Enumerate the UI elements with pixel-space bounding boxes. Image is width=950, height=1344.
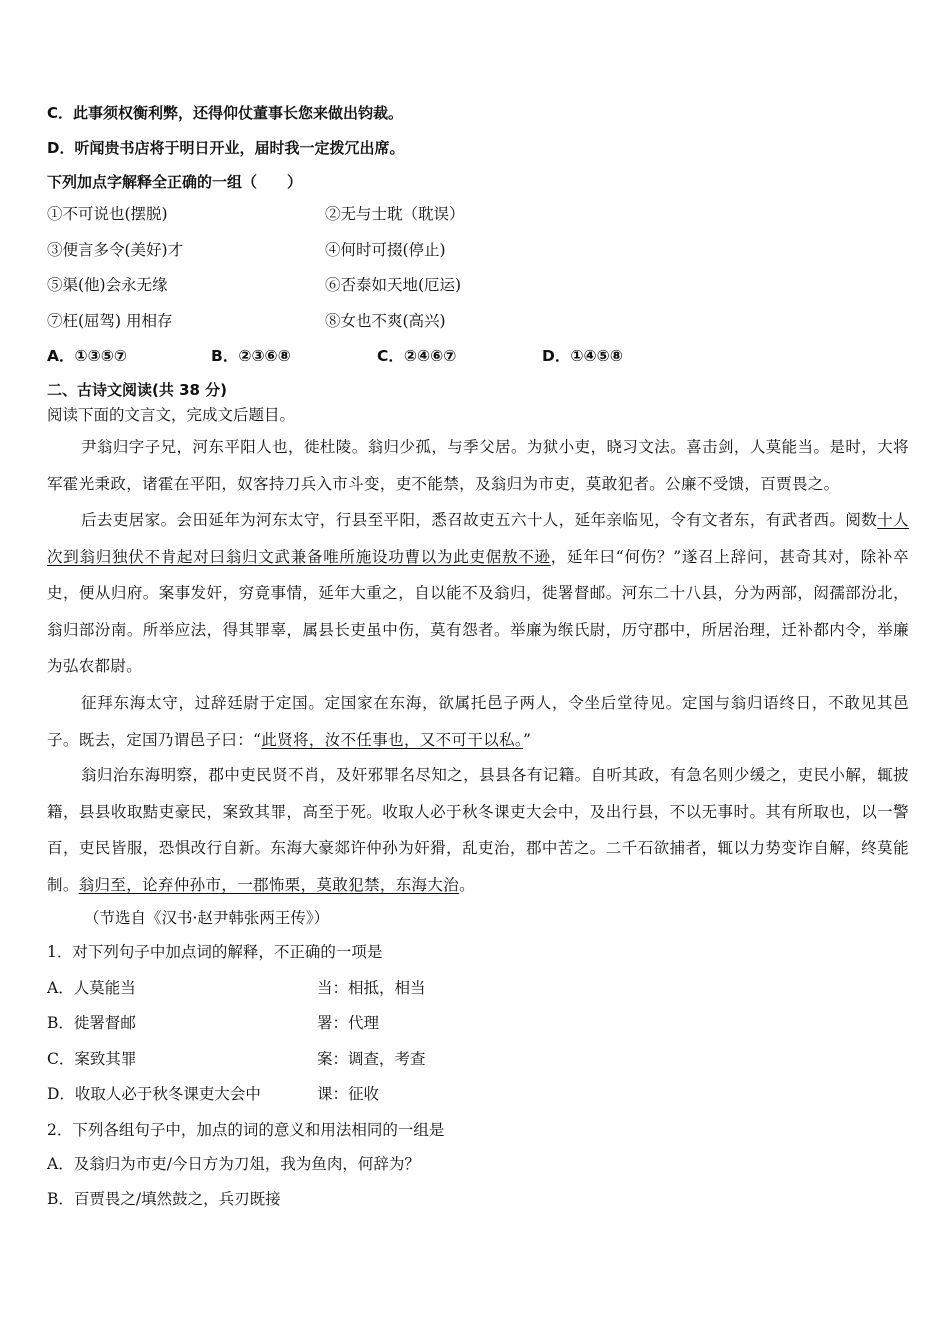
option-text: B．徙署督邮 [47,1014,136,1032]
vocab-item: ⑦枉(屈驾) 用相存 [47,312,173,330]
underlined-sentence: 此贤将，汝不任事也，又不可干以私。 [261,730,524,749]
choice-d[interactable]: D．①④⑤⑧ [542,347,623,365]
option-text: C．案致其罪 [47,1050,137,1068]
option-text: D．收取人必于秋冬课吏大会中 [47,1085,261,1103]
passage-paragraph-1: 尹翁归字子兄，河东平阳人也，徙杜陵。翁归少孤，与季父居。为狱小吏，晓习文法。喜击剑，人莫能当。是时，大将军霍光秉政，诸霍在平阳，奴客持刀兵入市斗变，吏不能禁，及翁归为市吏，莫敢犯者。公廉不受馈，百贾畏之。 [47,438,909,493]
choice-c[interactable]: C．②④⑥⑦ [377,347,457,365]
choice-a[interactable]: A．①③⑤⑦ [47,347,127,365]
vocab-item: ⑥否泰如天地(厄运) [325,276,462,294]
option-definition: 署：代理 [317,1014,380,1032]
section-instruction: 阅读下面的文言文，完成文后题目。 [47,406,296,424]
q1-option-c[interactable] [47,1049,426,1069]
passage-paragraph-2 [47,502,909,685]
q2-stem: 2．下列各组句子中，加点的词的意义和用法相同的一组是 [47,1121,445,1139]
section-title: 二、古诗文阅读(共 38 分) [47,381,228,399]
passage-text: 后去吏居家。会田延年为河东太守，行县至平阳，悉召故吏五六十人，延年亲临见，令有文者东，有武者西。阅数 [81,511,878,529]
q1-option-d[interactable] [47,1084,380,1104]
option-d-line: D．听闻贵书店将于明日开业，届时我一定拨冗出席。 [47,139,405,157]
option-definition: 当：相抵，相当 [317,979,426,997]
passage-paragraph-3 [47,685,909,758]
option-c-line: C．此事须权衡利弊，还得仰仗董事长您来做出钧裁。 [47,104,404,122]
option-definition: 课：征收 [317,1085,380,1103]
vocab-item: ④何时可掇(停止) [325,241,446,259]
underlined-sentence: 十人次到翁归独伏不肯起对曰翁归文武兼备唯所施设功曹以为此吏倨敖不逊 [47,511,909,566]
vocab-item: ①不可说也(摆脱) [47,205,168,223]
vocab-question-stem: 下列加点字解释全正确的一组（ ） [47,173,303,191]
passage-text: 。 [459,875,475,894]
vocab-item: ②无与士耽（耽误） [325,205,465,223]
q2-option-a[interactable]: A．及翁归为市吏/今日方为刀俎，我为鱼肉，何辞为？ [47,1155,420,1173]
option-definition: 案：调查，考查 [317,1050,426,1068]
underlined-sentence: 翁归至，论弃仲孙市，一郡怖栗，莫敢犯禁，东海大治 [78,875,460,894]
passage-paragraph-4 [47,757,909,903]
vocab-item: ③便言多令(美好)才 [47,241,184,259]
passage-text: ，延年曰“何伤？”遂召上辞问，甚奇其对，除补卒史，便从归府。案事发奸，穷竟事情，延年大重之，自以能不及翁归，徙署督邮。河东二十八县，分为两部，闳孺部汾北，翁归部汾南。所举应法，得其罪辜，属县长吏虽中伤，莫有怨者。举廉为缑氏尉，历守郡中，所居治理，迁补都内令，举廉为弘农都尉。 [47,547,909,676]
q1-option-a[interactable] [47,978,426,998]
passage-text: 征拜东海太守，过辞廷尉于定国。定国家在东海，欲属托邑子两人，令坐后堂待见。定国与翁归语终日，不敢见其邑子。既去，定国乃谓邑子曰：“ [47,694,909,749]
choice-b[interactable]: B．②③⑥⑧ [211,347,291,365]
vocab-item: ⑤渠(他)会永无缘 [47,276,168,294]
option-text: A．人莫能当 [47,979,136,997]
q1-option-b[interactable] [47,1013,380,1033]
passage-source: （节选自《汉书·赵尹韩张两王传》） [84,909,330,927]
passage-text: ” [523,730,532,749]
passage-text: 翁归治东海明察，郡中吏民贤不肖，及奸邪罪名尽知之，县县各有记籍。自听其政，有急名则少缓之，吏民小解，辄披籍，县县收取黠吏豪民，案致其罪，高至于死。收取人必于秋冬课吏大会中，及出行县，不以无事时。其有所取也，以一警百，吏民皆服，恐惧改行自新。东海大豪郯许仲孙为奸猾，乱吏治，郡中苦之。二千石欲捕者，辄以力势变诈自解，终莫能制。 [47,766,909,894]
vocab-item: ⑧女也不爽(高兴) [325,312,446,330]
q2-option-b[interactable]: B．百贾畏之/填然鼓之，兵刃既接 [47,1190,281,1208]
q1-stem: 1．对下列句子中加点词的解释，不正确的一项是 [47,943,383,961]
